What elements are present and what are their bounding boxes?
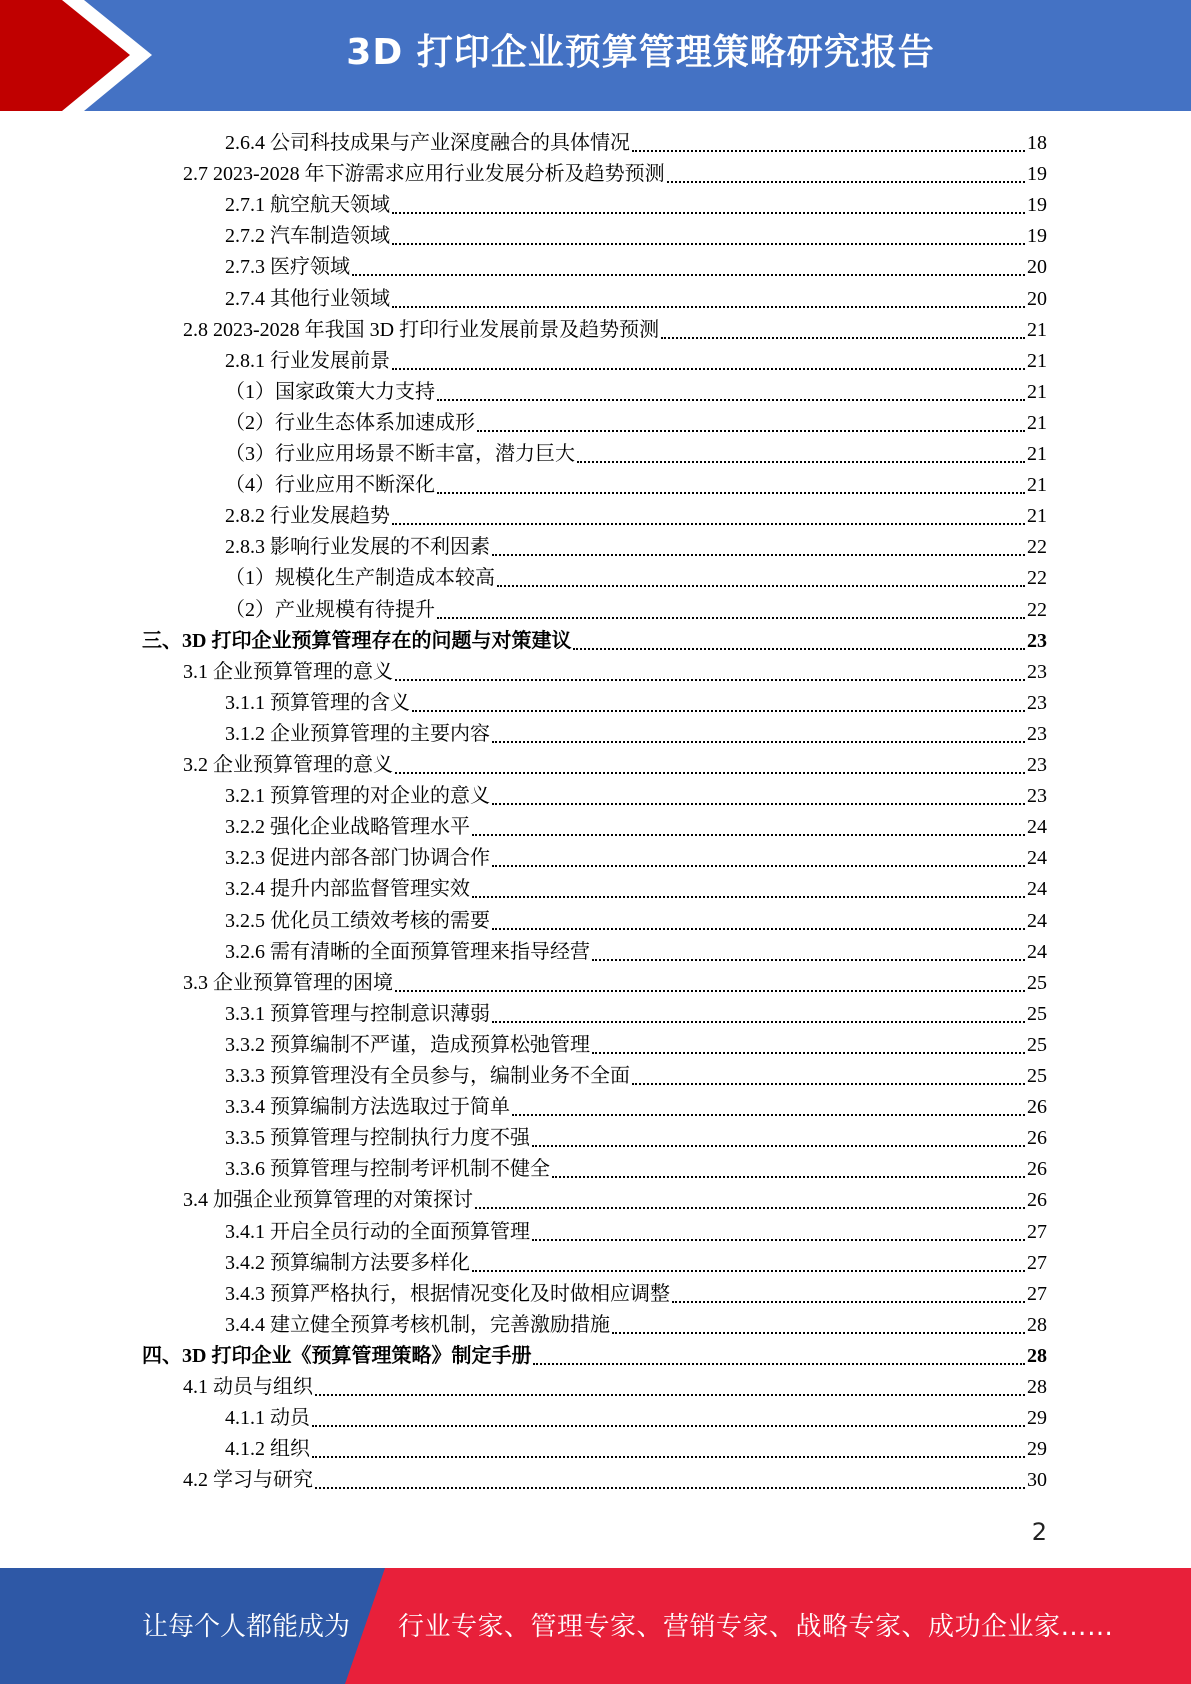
toc-dot-leader bbox=[312, 1434, 1025, 1458]
toc-entry-title: 3.2.3 促进内部各部门协调合作 bbox=[225, 847, 490, 870]
toc-entry-page: 30 bbox=[1027, 1469, 1047, 1492]
toc-entry[interactable] bbox=[225, 1061, 1047, 1092]
toc-entry-title: 2.8.3 影响行业发展的不利因素 bbox=[225, 536, 490, 559]
toc-dot-leader bbox=[492, 999, 1025, 1023]
toc-entry-page: 26 bbox=[1027, 1158, 1047, 1181]
toc-dot-leader bbox=[492, 781, 1025, 805]
toc-entry-page: 21 bbox=[1027, 411, 1047, 434]
toc-dot-leader bbox=[392, 284, 1025, 308]
toc-entry[interactable] bbox=[225, 190, 1047, 221]
toc-dot-leader bbox=[533, 1341, 1025, 1365]
toc-entry-page: 23 bbox=[1027, 629, 1047, 652]
toc-entry[interactable] bbox=[225, 1434, 1047, 1465]
toc-entry[interactable] bbox=[225, 781, 1047, 812]
toc-dot-leader bbox=[492, 719, 1025, 743]
toc-dot-leader bbox=[472, 874, 1025, 898]
page-footer bbox=[0, 1568, 1191, 1684]
toc-dot-leader bbox=[392, 221, 1025, 245]
toc-entry-page: 19 bbox=[1027, 194, 1047, 217]
toc-entry[interactable] bbox=[183, 750, 1047, 781]
toc-entry-page: 23 bbox=[1027, 754, 1047, 776]
toc-dot-leader bbox=[412, 688, 1025, 712]
toc-entry-page: 21 bbox=[1027, 505, 1047, 528]
toc-entry[interactable] bbox=[225, 595, 1047, 626]
toc-entry-page: 21 bbox=[1027, 474, 1047, 497]
footer-slogan-left: 让每个人都能成为 bbox=[142, 1612, 351, 1642]
toc-entry[interactable] bbox=[183, 968, 1047, 999]
toc-dot-leader bbox=[395, 968, 1025, 992]
toc-entry-title: 3.1.2 企业预算管理的主要内容 bbox=[225, 722, 490, 745]
toc-dot-leader bbox=[492, 843, 1025, 867]
toc-entry[interactable] bbox=[225, 377, 1047, 408]
toc-entry-title: 4.1 动员与组织 bbox=[183, 1376, 313, 1398]
toc-entry[interactable] bbox=[225, 843, 1047, 874]
toc-entry-title: 4.1.2 组织 bbox=[225, 1438, 310, 1461]
toc-dot-leader bbox=[315, 1465, 1025, 1489]
toc-entry-page: 27 bbox=[1027, 1220, 1047, 1243]
toc-entry-title: 3.3.4 预算编制方法选取过于简单 bbox=[225, 1096, 510, 1119]
toc-entry[interactable] bbox=[225, 408, 1047, 439]
toc-entry[interactable] bbox=[225, 439, 1047, 470]
toc-entry-title: （3）行业应用场景不断丰富，潜力巨大 bbox=[225, 443, 575, 465]
toc-entry-title: 3.3.1 预算管理与控制意识薄弱 bbox=[225, 1002, 490, 1025]
toc-entry[interactable] bbox=[142, 626, 1047, 657]
toc-entry-title: 2.7.4 其他行业领域 bbox=[225, 287, 390, 310]
toc-entry[interactable] bbox=[225, 937, 1047, 968]
toc-entry-title: 2.8.2 行业发展趋势 bbox=[225, 505, 390, 528]
toc-dot-leader bbox=[667, 159, 1025, 183]
toc-entry[interactable] bbox=[225, 470, 1047, 501]
toc-entry[interactable] bbox=[225, 532, 1047, 563]
toc-entry-title: 2.6.4 公司科技成果与产业深度融合的具体情况 bbox=[225, 132, 630, 154]
toc-entry-page: 21 bbox=[1027, 349, 1047, 372]
toc-dot-leader bbox=[532, 1217, 1025, 1241]
toc-entry[interactable] bbox=[225, 221, 1047, 252]
toc-entry-page: 25 bbox=[1027, 971, 1047, 994]
toc-dot-leader bbox=[573, 626, 1025, 650]
toc-entry[interactable] bbox=[225, 1030, 1047, 1061]
toc-entry-page: 24 bbox=[1027, 816, 1047, 839]
toc-dot-leader bbox=[352, 252, 1025, 276]
toc-dot-leader bbox=[477, 408, 1025, 432]
toc-entry-title: 3.3.6 预算管理与控制考评机制不健全 bbox=[225, 1158, 550, 1181]
toc-dot-leader bbox=[312, 1403, 1025, 1427]
toc-entry-title: 2.8 2023-2028 年我国 3D 打印行业发展前景及趋势预测 bbox=[183, 318, 660, 341]
toc-entry-page: 27 bbox=[1027, 1251, 1047, 1274]
toc-entry-title: 3.4.4 建立健全预算考核机制，完善激励措施 bbox=[225, 1313, 610, 1336]
footer-slogan-right: 行业专家、管理专家、营销专家、战略专家、成功企业家…… bbox=[398, 1612, 1114, 1642]
toc-entry-page: 22 bbox=[1027, 567, 1047, 590]
toc-entry-title: （2）产业规模有待提升 bbox=[225, 598, 435, 621]
toc-entry[interactable] bbox=[183, 1185, 1047, 1216]
toc-dot-leader bbox=[492, 532, 1025, 556]
toc-entry-title: 3.3 企业预算管理的困境 bbox=[183, 971, 393, 994]
toc-entry-page: 29 bbox=[1027, 1407, 1047, 1430]
toc-entry-title: 3.2.4 提升内部监督管理实效 bbox=[225, 878, 470, 901]
toc-entry-page: 22 bbox=[1027, 598, 1047, 621]
toc-entry-page: 23 bbox=[1027, 691, 1047, 714]
toc-entry-title: 2.7 2023-2028 年下游需求应用行业发展分析及趋势预测 bbox=[183, 163, 665, 186]
toc-entry[interactable] bbox=[225, 1217, 1047, 1248]
toc-entry-page: 23 bbox=[1027, 722, 1047, 745]
toc-entry-title: 3.2 企业预算管理的意义 bbox=[183, 754, 393, 776]
toc-entry-title: 3.2.5 优化员工绩效考核的需要 bbox=[225, 909, 490, 932]
toc-entry-page: 22 bbox=[1027, 536, 1047, 559]
toc-dot-leader bbox=[437, 595, 1025, 619]
toc-entry-page: 28 bbox=[1027, 1344, 1047, 1367]
toc-entry[interactable] bbox=[225, 688, 1047, 719]
toc-entry[interactable] bbox=[225, 1123, 1047, 1154]
toc-entry-page: 24 bbox=[1027, 847, 1047, 870]
toc-entry-title: 4.2 学习与研究 bbox=[183, 1469, 313, 1492]
toc-entry[interactable] bbox=[183, 159, 1047, 190]
toc-dot-leader bbox=[592, 1030, 1025, 1054]
toc-entry[interactable] bbox=[183, 1372, 1047, 1403]
toc-entry-page: 26 bbox=[1027, 1189, 1047, 1212]
toc-dot-leader bbox=[392, 346, 1025, 370]
toc-entry-page: 20 bbox=[1027, 256, 1047, 279]
toc-dot-leader bbox=[672, 1279, 1025, 1303]
toc-entry-title: 3.1.1 预算管理的含义 bbox=[225, 691, 410, 714]
toc-entry[interactable] bbox=[225, 719, 1047, 750]
toc-entry-title: 3.3.3 预算管理没有全员参与，编制业务不全面 bbox=[225, 1065, 630, 1087]
toc-entry-title: （4）行业应用不断深化 bbox=[225, 474, 435, 497]
toc-entry[interactable] bbox=[225, 1248, 1047, 1279]
toc-entry[interactable] bbox=[183, 1465, 1047, 1496]
toc-entry-title: （2）行业生态体系加速成形 bbox=[225, 411, 475, 434]
toc-entry[interactable] bbox=[225, 1279, 1047, 1310]
toc-entry-title: 2.7.3 医疗领域 bbox=[225, 256, 350, 279]
toc-entry[interactable] bbox=[225, 501, 1047, 532]
toc-dot-leader bbox=[492, 906, 1025, 930]
toc-entry-title: 三、3D 打印企业预算管理存在的问题与对策建议 bbox=[142, 629, 572, 652]
toc-entry-page: 28 bbox=[1027, 1376, 1047, 1398]
toc-dot-leader bbox=[472, 812, 1025, 836]
toc-entry[interactable] bbox=[225, 563, 1047, 594]
toc-dot-leader bbox=[437, 470, 1025, 494]
toc-entry-title: （1）国家政策大力支持 bbox=[225, 380, 435, 403]
toc-entry[interactable] bbox=[225, 346, 1047, 377]
toc-entry-page: 25 bbox=[1027, 1065, 1047, 1087]
toc-entry-page: 28 bbox=[1027, 1313, 1047, 1336]
toc-entry-page: 24 bbox=[1027, 940, 1047, 963]
toc-entry[interactable] bbox=[142, 1341, 1047, 1372]
toc-dot-leader bbox=[612, 1310, 1025, 1334]
toc-entry-title: 3.3.2 预算编制不严谨，造成预算松弛管理 bbox=[225, 1033, 590, 1056]
toc-dot-leader bbox=[315, 1372, 1025, 1396]
toc-entry[interactable] bbox=[225, 1403, 1047, 1434]
page-header bbox=[0, 0, 1191, 111]
toc-dot-leader bbox=[532, 1123, 1025, 1147]
toc-entry-page: 26 bbox=[1027, 1127, 1047, 1150]
toc-entry-page: 18 bbox=[1027, 132, 1047, 154]
toc-entry-title: 四、3D 打印企业《预算管理策略》制定手册 bbox=[142, 1344, 532, 1367]
toc-dot-leader bbox=[552, 1154, 1025, 1178]
toc-dot-leader bbox=[395, 657, 1025, 681]
toc-dot-leader bbox=[392, 501, 1025, 525]
toc-entry[interactable] bbox=[225, 906, 1047, 937]
toc-entry-page: 24 bbox=[1027, 909, 1047, 932]
toc-entry-page: 21 bbox=[1027, 318, 1047, 341]
toc-entry-title: 2.8.1 行业发展前景 bbox=[225, 349, 390, 372]
toc-entry-title: 3.4.3 预算严格执行，根据情况变化及时做相应调整 bbox=[225, 1282, 670, 1305]
toc-entry-title: 3.1 企业预算管理的意义 bbox=[183, 660, 393, 683]
toc-entry[interactable] bbox=[225, 1154, 1047, 1185]
toc-dot-leader bbox=[437, 377, 1025, 401]
toc-entry-page: 23 bbox=[1027, 785, 1047, 808]
toc-entry[interactable] bbox=[225, 252, 1047, 283]
toc-entry-page: 24 bbox=[1027, 878, 1047, 901]
toc-entry-title: （1）规模化生产制造成本较高 bbox=[225, 567, 495, 590]
toc-entry-page: 21 bbox=[1027, 443, 1047, 465]
toc-entry[interactable] bbox=[183, 315, 1047, 346]
toc-entry-title: 3.2.1 预算管理的对企业的意义 bbox=[225, 785, 490, 808]
toc-entry[interactable] bbox=[225, 999, 1047, 1030]
toc-entry-title: 3.2.6 需有清晰的全面预算管理来指导经营 bbox=[225, 940, 590, 963]
toc-entry-title: 3.4.1 开启全员行动的全面预算管理 bbox=[225, 1220, 530, 1243]
toc-entry[interactable] bbox=[225, 1310, 1047, 1341]
toc-entry-page: 20 bbox=[1027, 287, 1047, 310]
toc-entry-page: 25 bbox=[1027, 1033, 1047, 1056]
toc-dot-leader bbox=[472, 1248, 1025, 1272]
toc-dot-leader bbox=[592, 937, 1025, 961]
toc-entry-page: 23 bbox=[1027, 660, 1047, 683]
toc-dot-leader bbox=[512, 1092, 1025, 1116]
report-title: 3D 打印企业预算管理策略研究报告 bbox=[346, 32, 935, 73]
toc-entry-title: 2.7.2 汽车制造领域 bbox=[225, 225, 390, 248]
toc-entry-title: 3.4 加强企业预算管理的对策探讨 bbox=[183, 1189, 473, 1212]
toc-entry[interactable] bbox=[225, 284, 1047, 315]
toc-entry-title: 3.3.5 预算管理与控制执行力度不强 bbox=[225, 1127, 530, 1150]
toc-entry-page: 21 bbox=[1027, 380, 1047, 403]
toc-dot-leader bbox=[392, 190, 1025, 214]
toc-entry-page: 26 bbox=[1027, 1096, 1047, 1119]
toc-entry-title: 3.2.2 强化企业战略管理水平 bbox=[225, 816, 470, 839]
toc-dot-leader bbox=[632, 128, 1025, 152]
toc-dot-leader bbox=[632, 1061, 1025, 1085]
toc-entry[interactable] bbox=[225, 874, 1047, 905]
toc-entry[interactable] bbox=[225, 128, 1047, 159]
toc-entry-title: 4.1.1 动员 bbox=[225, 1407, 310, 1430]
toc-entry[interactable] bbox=[183, 657, 1047, 688]
toc-dot-leader bbox=[661, 315, 1025, 339]
toc-entry[interactable] bbox=[225, 812, 1047, 843]
toc-entry-page: 27 bbox=[1027, 1282, 1047, 1305]
toc-entry-page: 25 bbox=[1027, 1002, 1047, 1025]
toc-entry-title: 3.4.2 预算编制方法要多样化 bbox=[225, 1251, 470, 1274]
toc-entry-page: 29 bbox=[1027, 1438, 1047, 1461]
toc-entry-title: 2.7.1 航空航天领域 bbox=[225, 194, 390, 217]
toc-dot-leader bbox=[577, 439, 1025, 463]
toc-dot-leader bbox=[395, 750, 1025, 774]
toc-entry-page: 19 bbox=[1027, 225, 1047, 248]
page-number: 2 bbox=[1031, 1518, 1047, 1546]
toc-dot-leader bbox=[497, 563, 1025, 587]
toc-entry[interactable] bbox=[225, 1092, 1047, 1123]
toc-entry-page: 19 bbox=[1027, 163, 1047, 186]
toc-dot-leader bbox=[475, 1185, 1025, 1209]
